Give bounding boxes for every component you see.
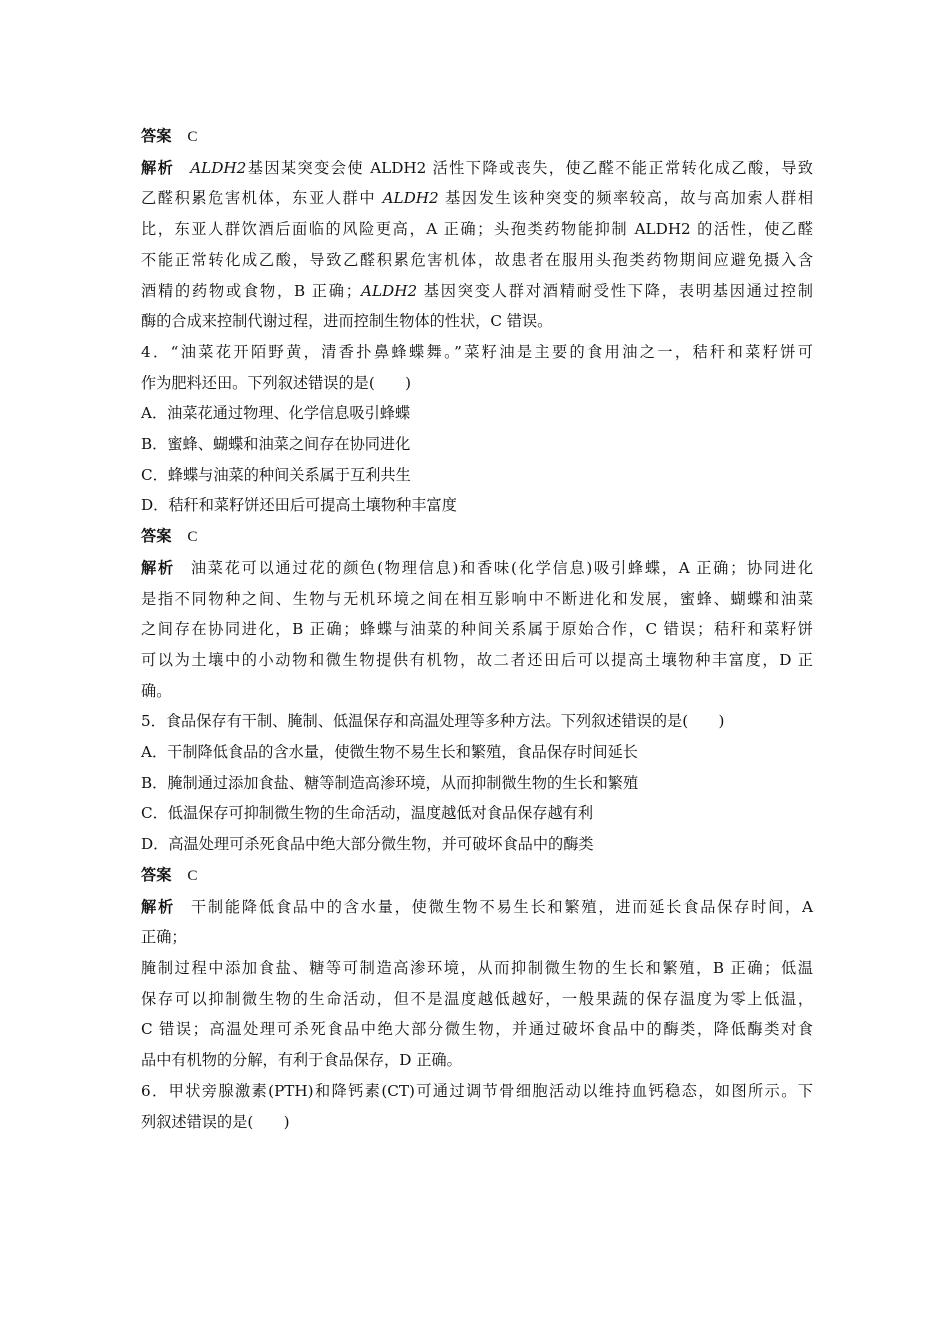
analysis-label: 解析 bbox=[141, 558, 175, 577]
q3-analysis-line: 不能正常转化成乙酸，导致乙醛积累危害机体，故患者在服用头孢类药物期间应避免摄入含 bbox=[141, 250, 813, 269]
q5-analysis-line: 正确； bbox=[141, 928, 187, 947]
document-page bbox=[141, 121, 813, 1137]
q4-analysis-line: 可以为土壤中的小动物和微生物提供有机物，故二者还田后可以提高土壤物种丰富度，D 正 bbox=[141, 650, 813, 669]
analysis-label: 解析 bbox=[141, 158, 175, 177]
q4-option-c: C．蜂蝶与油菜的种间关系属于互利共生 bbox=[141, 465, 411, 484]
q4-stem: 4．“油菜花开陌野黄，清香扑鼻蜂蝶舞。”菜籽油是主要的食用油之一，秸秆和菜籽饼可 bbox=[141, 342, 813, 361]
q3-answer bbox=[141, 121, 813, 153]
q4-stem: 作为肥料还田。下列叙述错误的是( ) bbox=[141, 373, 412, 392]
q5-option-d: D．高温处理可杀死食品中绝大部分微生物，并可破坏食品中的酶类 bbox=[141, 835, 594, 854]
q3-analysis-line: 酶的合成来控制代谢过程，进而控制生物体的性状，C 错误。 bbox=[141, 312, 553, 331]
answer-label: 答案 bbox=[141, 527, 172, 546]
answer-value: C bbox=[187, 128, 198, 145]
answer-value: C bbox=[187, 866, 198, 884]
q4-answer bbox=[141, 521, 813, 553]
q4-option-b: B．蜜蜂、蝴蝶和油菜之间存在协同进化 bbox=[141, 435, 411, 454]
q4-analysis-line: 是指不同物种之间、生物与无机环境之间在相互影响中不断进化和发展，蜜蜂、蝴蝶和油菜 bbox=[141, 589, 813, 608]
q5-analysis-line: 腌制过程中添加食盐、糖等可制造高渗环境，从而抑制微生物的生长和繁殖，B 正确；低温 bbox=[141, 958, 813, 977]
q5-stem: 5．食品保存有干制、腌制、低温保存和高温处理等多种方法。下列叙述错误的是( ) bbox=[141, 712, 725, 731]
q5-answer bbox=[141, 860, 813, 892]
answer-label: 答案 bbox=[141, 865, 172, 884]
q5-analysis-line: C 错误；高温处理可杀死食品中绝大部分微生物，并通过破坏食品中的酶类，降低酶类对食 bbox=[141, 1020, 813, 1039]
analysis-label: 解析 bbox=[141, 897, 175, 916]
q4-analysis-line: 确。 bbox=[141, 681, 172, 700]
q5-option-c: C．低温保存可抑制微生物的生命活动，温度越低对食品保存越有利 bbox=[141, 804, 594, 823]
q3-analysis-line: 酒精的药物或食物，B 正确；ALDH2 基因突变人群对酒精耐受性下降，表明基因通过控制 bbox=[141, 281, 813, 300]
answer-label: 答案 bbox=[141, 127, 172, 145]
q5-option-b: B．腌制通过添加食盐、糖等制造高渗环境，从而抑制微生物的生长和繁殖 bbox=[141, 773, 639, 792]
q3-analysis-line: 解析 ALDH2基因某突变会使 ALDH2 活性下降或丧失，使乙醛不能正常转化成乙酸，导致 bbox=[141, 158, 813, 177]
q5-option-a: A．干制降低食品的含水量，使微生物不易生长和繁殖，食品保存时间延长 bbox=[141, 743, 638, 762]
q4-option-d: D．秸秆和菜籽饼还田后可提高土壤物种丰富度 bbox=[141, 496, 457, 515]
q4-option-a: A．油菜花通过物理、化学信息吸引蜂蝶 bbox=[141, 404, 411, 423]
answer-value: C bbox=[187, 528, 198, 546]
q3-analysis-line: 乙醛积累危害机体，东亚人群中 ALDH2 基因发生该种突变的频率较高，故与高加索人群相 bbox=[141, 189, 814, 208]
q6-stem: 6．甲状旁腺激素(PTH)和降钙素(CT)可通过调节骨细胞活动以维持血钙稳态，如图所示。下 bbox=[141, 1081, 813, 1100]
q3-analysis-line: 比，东亚人群饮酒后面临的风险更高，A 正确；头孢类药物能抑制 ALDH2 的活性，使乙醛 bbox=[141, 220, 813, 239]
q4-analysis-line: 之间存在协同进化，B 正确；蜂蝶与油菜的种间关系属于原始合作，C 错误；秸秆和菜籽饼 bbox=[141, 620, 813, 639]
q6-stem: 列叙述错误的是( ) bbox=[141, 1112, 290, 1131]
q4-analysis-line: 解析 油菜花可以通过花的颜色(物理信息)和香味(化学信息)吸引蜂蝶，A 正确；协同进化 bbox=[141, 558, 814, 577]
q5-analysis-line: 保存可以抑制微生物的生命活动，但不是温度越低越好，一般果蔬的保存温度为零上低温， bbox=[141, 989, 813, 1008]
q5-analysis-line: 品中有机物的分解，有利于食品保存，D 正确。 bbox=[141, 1051, 462, 1070]
q5-analysis-line: 解析 干制能降低食品中的含水量，使微生物不易生长和繁殖，进而延长食品保存时间，A bbox=[141, 897, 814, 916]
